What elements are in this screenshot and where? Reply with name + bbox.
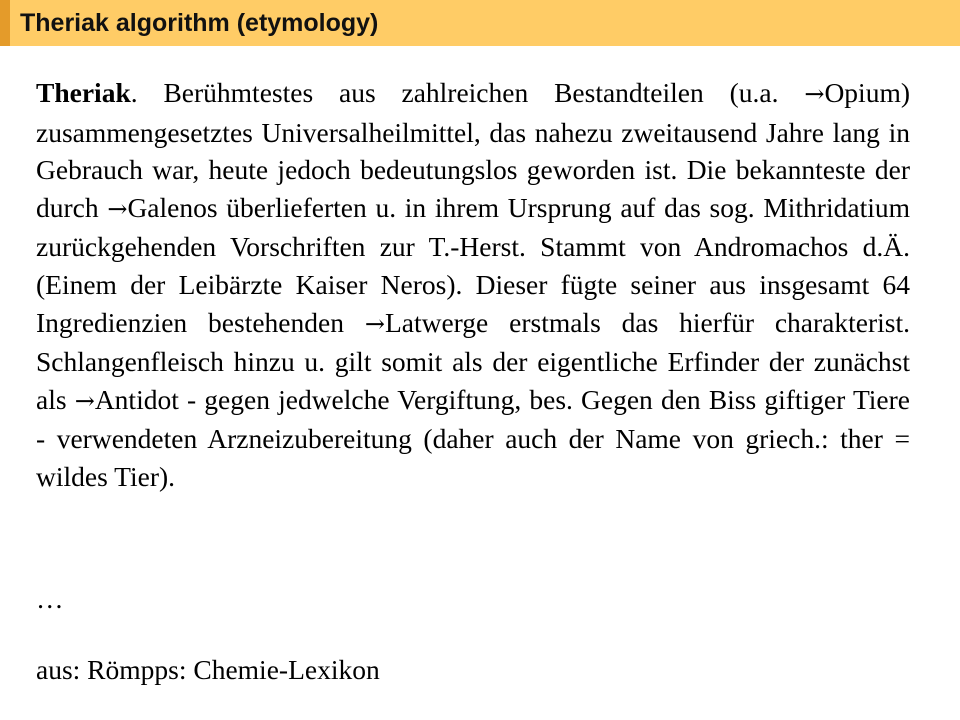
entry-text-4: erstmals das hierfür charakterist. Schlangenfleisch hinzu u. gilt somit als der eigentliche Erfinder der zunächst als xyxy=(36,306,910,415)
cross-reference-galenos: Galenos xyxy=(127,191,218,223)
cross-reference-arrow-icon: → xyxy=(804,80,825,108)
cross-reference-opium: Opium xyxy=(824,77,901,108)
entry-text-2: ) zusammengesetztes Universalheilmittel, das nahezu zweitausend Jahre lang in Gebrauch war, heute jedoch bedeutungslos geworden ist. Die bekannteste der durch xyxy=(36,77,910,223)
entry-text-5: - gegen jedwelche Vergiftung, bes. Gegen den Biss giftiger Tiere - verwendeten Arzneizubereitung (daher auch der Name von griech.: ther = wildes Tier). xyxy=(36,383,910,492)
entry-text-1: . Berühmtestes aus zahlreichen Bestandteilen (u.a. xyxy=(130,77,805,108)
cross-reference-antidot: Antidot xyxy=(94,383,179,415)
cross-reference-arrow-icon: → xyxy=(107,194,128,223)
title-accent-stripe xyxy=(0,0,10,46)
title-bar xyxy=(0,0,960,46)
cross-reference-arrow-icon: → xyxy=(74,386,95,415)
slide-title: Theriak algorithm (etymology) xyxy=(20,9,379,37)
ellipsis: … xyxy=(36,583,64,614)
entry-headword: Theriak xyxy=(36,77,131,108)
entry-text-3: überlieferten u. in ihrem Ursprung auf das sog. Mithridatium zurückgehenden Vorschriften zur T.-Herst. Stammt von Andromachos d.Ä. (Einem der Leibärzte Kaiser Neros). Dieser fügte seiner aus insgesamt 64 Ingredienzien bestehenden xyxy=(36,191,910,338)
cross-reference-arrow-icon: → xyxy=(364,309,385,338)
lexicon-entry xyxy=(36,74,910,496)
source-citation: aus: Römpps: Chemie-Lexikon xyxy=(36,654,380,685)
cross-reference-latwerge: Latwerge xyxy=(384,306,489,338)
